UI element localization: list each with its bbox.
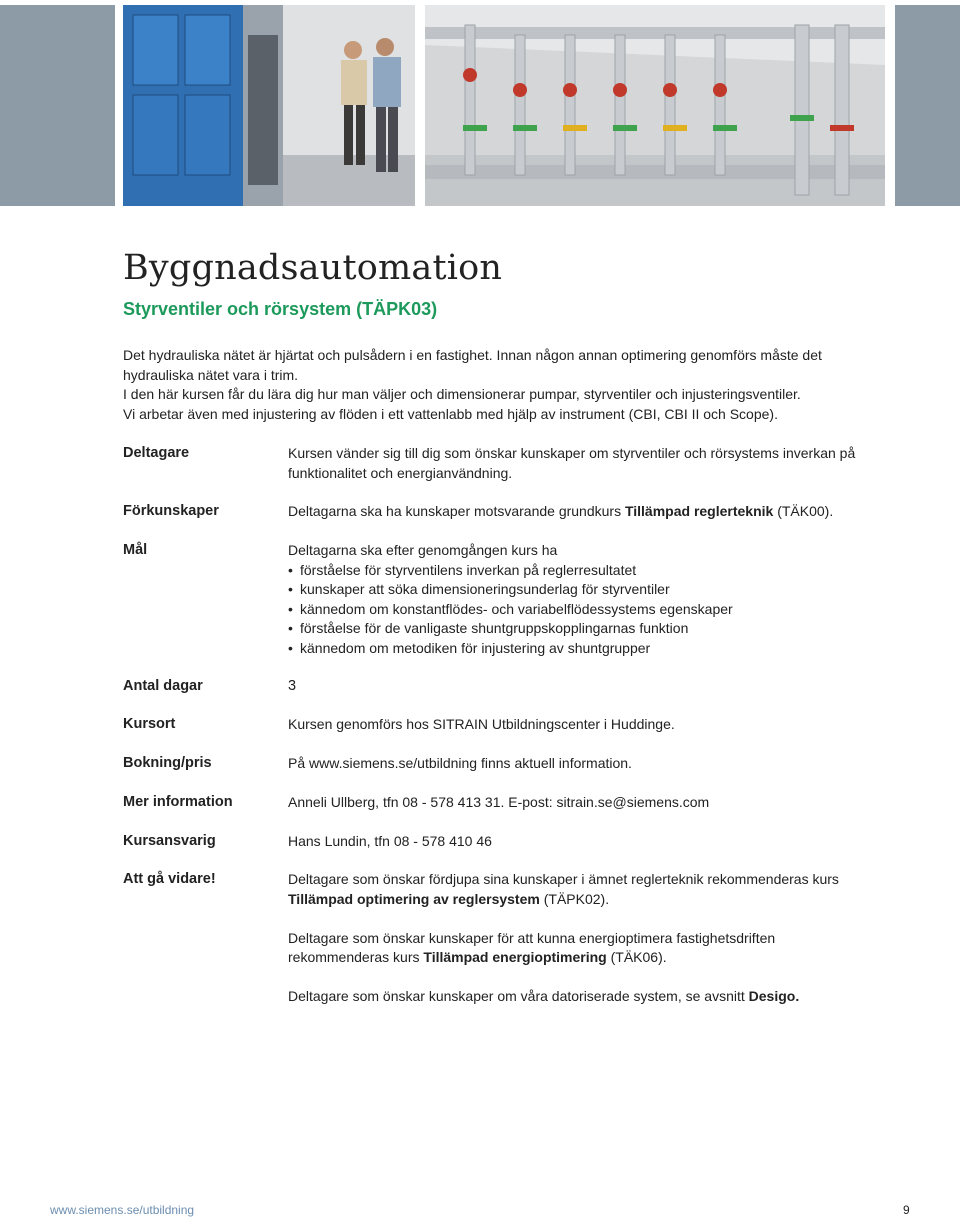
deltagare-text: Kursen vänder sig till dig som önskar kunskaper om styrventiler och rörsystems inverkan på funktionalitet och energianvändning. — [288, 445, 856, 481]
course-name-reglerteknik: Tillämpad reglerteknik — [624, 503, 774, 519]
course-subtitle: Styrventiler och rörsystem (TÄPK03) — [123, 299, 438, 319]
vidare-code: (TÄPK02). — [539, 890, 610, 907]
vidare-text: Deltagare som önskar kunskaper för att kunna energioptimera fastighetsdriften rekommenderas kurs — [288, 929, 776, 965]
kursort-text: Kursen genomförs hos SITRAIN Utbildningscenter i Huddinge. — [288, 716, 675, 732]
header-band-right — [895, 5, 960, 206]
course-name-optimering: Tillämpad optimering av reglersystem — [288, 890, 540, 907]
label-deltagare: Deltagare — [123, 445, 190, 461]
value-deltagare — [288, 444, 878, 483]
mal-intro: Deltagarna ska efter genomgången kurs ha — [288, 542, 558, 558]
vidare-text: Deltagare som önskar kunskaper om våra datoriserade system, se avsnitt — [288, 988, 749, 1004]
forkunskaper-code: (TÄK00). — [773, 503, 834, 519]
value-mal — [288, 541, 878, 658]
kursansvarig-text: Hans Lundin, tfn 08 - 578 410 46 — [288, 833, 492, 849]
label-kursansvarig: Kursansvarig — [123, 833, 216, 849]
vidare-paragraph-2 — [288, 929, 878, 968]
label-mal: Mål — [123, 542, 148, 558]
value-att-ga-vidare — [288, 870, 878, 1007]
vidare-paragraph-1 — [288, 870, 878, 909]
intro-paragraph: Vi arbetar även med injustering av flöden i ett vattenlabb med hjälp av instrument (CBI, CBI II och Scope). — [123, 405, 778, 422]
vidare-code: (TÄK06). — [606, 949, 667, 965]
vidare-paragraph-3 — [288, 987, 878, 1007]
value-antal-dagar: 3 — [288, 678, 297, 694]
goal-item: • förståelse för de vanligaste shuntgruppskopplingarnas funktion — [288, 619, 878, 639]
goals-list — [288, 561, 878, 659]
label-antal-dagar: Antal dagar — [123, 678, 203, 694]
value-bokning — [288, 754, 878, 774]
header-band-left — [0, 5, 115, 206]
label-mer-information: Mer information — [123, 794, 233, 810]
photo-technicians-ventilation-unit — [123, 5, 415, 206]
footer-url[interactable]: www.siemens.se/utbildning — [50, 1203, 195, 1217]
photo-pipe-system-valves — [425, 5, 885, 206]
page-title: Byggnadsautomation — [123, 248, 503, 288]
goal-item: • kännedom om metodiken för injustering av shuntgrupper — [288, 639, 878, 659]
value-mer-information — [288, 793, 878, 813]
intro-text — [123, 346, 883, 424]
intro-paragraph: I den här kursen får du lära dig hur man väljer och dimensionerar pumpar, styrventiler och injusteringsventiler. — [123, 386, 801, 402]
label-forkunskaper: Förkunskaper — [123, 503, 219, 519]
bokning-text: På www.siemens.se/utbildning finns aktuell information. — [288, 755, 632, 771]
mer-information-text: Anneli Ullberg, tfn 08 - 578 413 31. E-post: sitrain.se@siemens.com — [288, 794, 710, 810]
forkunskaper-text: Deltagarna ska ha kunskaper motsvarande grundkurs — [288, 503, 625, 519]
section-name-desigo: Desigo. — [748, 988, 800, 1004]
page-number: 9 — [903, 1203, 910, 1217]
label-att-ga-vidare: Att gå vidare! — [123, 871, 216, 887]
vidare-text: Deltagare som önskar fördjupa sina kunskaper i ämnet reglerteknik rekommenderas kurs — [288, 871, 839, 887]
course-name-energioptimering: Tillämpad energioptimering — [423, 949, 607, 965]
label-bokning: Bokning/pris — [123, 755, 212, 771]
intro-paragraph: Det hydrauliska nätet är hjärtat och pulsådern i en fastighet. Innan någon annan optimering genomförs måste det hydrauliska nätet vara i trim. — [123, 347, 822, 383]
value-kursort — [288, 715, 878, 735]
goal-item: • kännedom om konstantflödes- och variabelflödessystems egenskaper — [288, 600, 878, 620]
goal-item: • kunskaper att söka dimensioneringsunderlag för styrventiler — [288, 580, 878, 600]
label-kursort: Kursort — [123, 716, 176, 732]
value-kursansvarig — [288, 832, 878, 852]
goal-item: • förståelse för styrventilens inverkan på reglerresultatet — [288, 561, 878, 581]
value-forkunskaper — [288, 502, 878, 522]
